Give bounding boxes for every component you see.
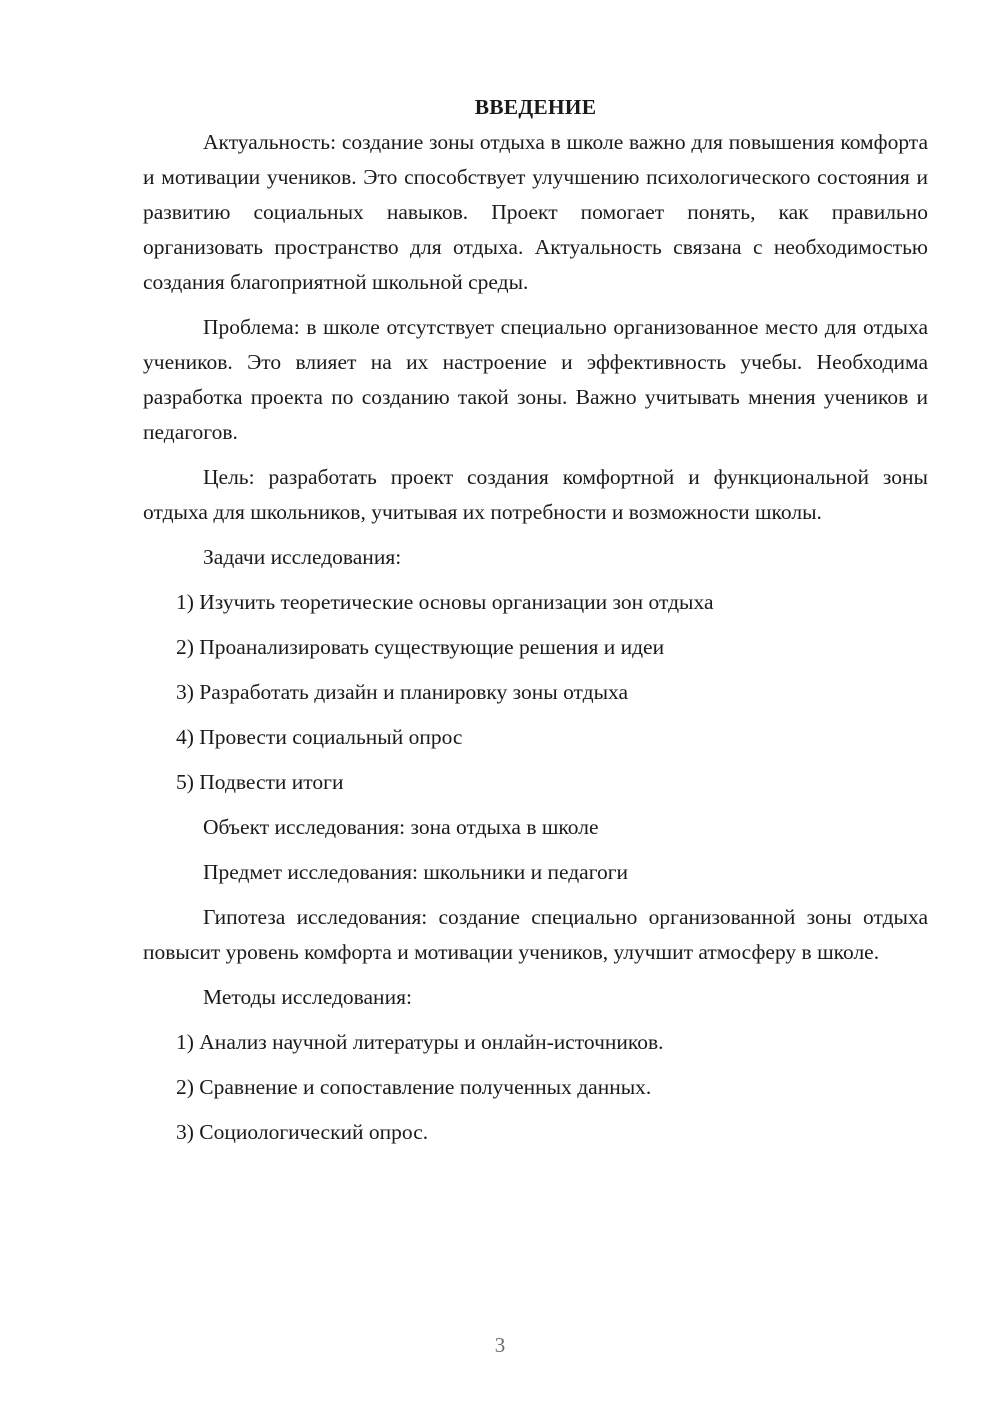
document-page bbox=[143, 90, 928, 1160]
list-item: 2) Сравнение и сопоставление полученных данных. bbox=[176, 1075, 652, 1099]
relevance-paragraph: Актуальность: создание зоны отдыха в школе важно для повышения комфорта и мотивации учеников. Это способствует улучшению психологического состояния и развитию социальных навыков. Проект помогает понять, как правильно организовать пространство для отдыха. Актуальность связана с необходимостью создания благоприятной школьной среды. bbox=[143, 130, 928, 294]
list-item: 2) Проанализировать существующие решения и идеи bbox=[176, 635, 665, 659]
list-item: 5) Подвести итоги bbox=[176, 770, 344, 794]
hypothesis-paragraph: Гипотеза исследования: создание специально организованной зоны отдыха повысит уровень комфорта и мотивации учеников, улучшит атмосферу в школе. bbox=[143, 905, 928, 964]
methods-list bbox=[143, 1025, 928, 1150]
object-line: Объект исследования: зона отдыха в школе bbox=[203, 815, 599, 839]
list-item: 1) Анализ научной литературы и онлайн-источников. bbox=[176, 1030, 664, 1054]
list-item: 3) Разработать дизайн и планировку зоны отдыха bbox=[176, 680, 629, 704]
list-item: 4) Провести социальный опрос bbox=[176, 725, 463, 749]
page-number: 3 bbox=[494, 1333, 506, 1357]
subject-line: Предмет исследования: школьники и педагоги bbox=[203, 860, 629, 884]
tasks-heading: Задачи исследования: bbox=[203, 545, 402, 569]
methods-heading: Методы исследования: bbox=[203, 985, 412, 1009]
tasks-list bbox=[143, 585, 928, 800]
problem-paragraph: Проблема: в школе отсутствует специально организованное место для отдыха учеников. Это влияет на их настроение и эффективность учебы. Необходима разработка проекта по созданию такой зоны. Важно учитывать мнения учеников и педагогов. bbox=[143, 315, 928, 444]
list-item: 1) Изучить теоретические основы организации зон отдыха bbox=[176, 590, 714, 614]
goal-paragraph: Цель: разработать проект создания комфортной и функциональной зоны отдыха для школьников, учитывая их потребности и возможности школы. bbox=[143, 465, 928, 524]
list-item: 3) Социологический опрос. bbox=[176, 1120, 429, 1144]
section-title: ВВЕДЕНИЕ bbox=[474, 95, 597, 119]
